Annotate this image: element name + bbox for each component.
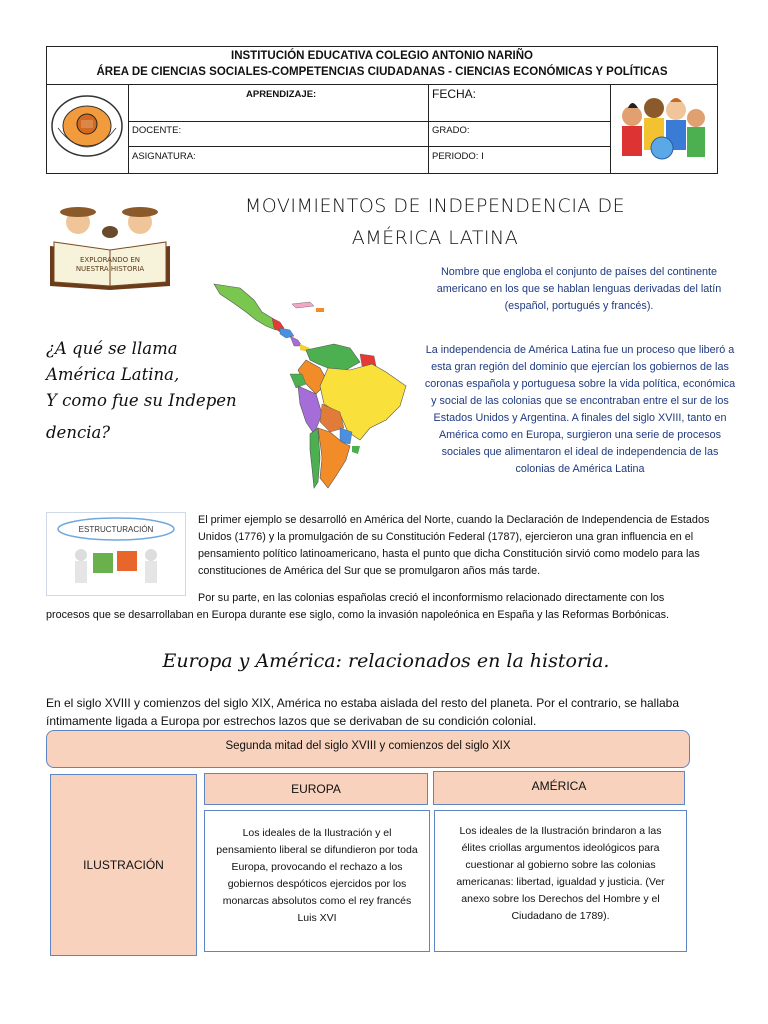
- second-paragraph-line-2: procesos que se desarrollaban en Europa durante ese siglo, como la invasión napoleónica en España y las Reformas Borbónicas.: [46, 609, 669, 621]
- children-illustration: [612, 86, 712, 172]
- periodo-label: PERIODO: I: [432, 151, 484, 162]
- question-line: Y como fue su Indepen: [46, 391, 237, 410]
- row-label-ilustracion: [50, 774, 197, 956]
- header-divider: [128, 146, 610, 147]
- docente-label: DOCENTE:: [132, 125, 182, 136]
- title-line-2: AMÉRICA LATINA: [351, 227, 519, 249]
- page-title: [200, 190, 670, 254]
- definition-paragraph: Nombre que engloba el conjunto de países del continente americano en los que se hablan lenguas derivadas del latín (español, portugués y francés).: [436, 266, 722, 312]
- question-line: ¿A qué se llama: [46, 339, 178, 358]
- estructuracion-label: ESTRUCTURACIÓN: [78, 525, 154, 534]
- header-divider: [128, 121, 610, 122]
- first-example-paragraph: El primer ejemplo se desarrolló en América del Norte, cuando la Declaración de Independencia de Estados Unidos (1776) y la promulgación de su Constitución Federal (1787), ejercieron una gran influencia en el pensamiento político latinoamericano, hasta el punto que dicha Constitución sirvió como modelo para las constituciones de América del Sur que se promulgaron años más tarde.: [198, 514, 710, 577]
- grado-label: GRADO:: [432, 125, 470, 136]
- area-name: ÁREA DE CIENCIAS SOCIALES-COMPETENCIAS CIUDADANAS - CIENCIAS ECONÓMICAS Y POLÍTICAS: [96, 66, 668, 78]
- asignatura-label: ASIGNATURA:: [132, 151, 196, 162]
- second-paragraph: [46, 590, 726, 624]
- header-divider: [610, 84, 611, 174]
- independence-paragraph: La independencia de América Latina fue un proceso que liberó a esta gran región del dominio que ejercían los gobiernos de las coronas española y portuguesa sobre la vida política, económica y social de las colonias que se encontraban entre el sur de los Estados Unidos y Argentina. A finales del siglo XVIII, tanto en América como en Europa, surgieron una serie de procesos sociales que alimentaron el ideal de independencia de las colonias de América Latina: [424, 344, 736, 475]
- book-illustration: [46, 200, 176, 292]
- puzzle-illustration: [47, 513, 185, 595]
- intro-paragraph: En el siglo XVIII y comienzos del siglo XIX, América no estaba aislada del resto del planeta. Por el contrario, se hallaba íntimamente ligada a Europa por estrechos lazos que se derivaban de su condición colonial.: [46, 696, 680, 728]
- title-line-1: MOVIMIENTOS DE INDEPENDENCIA DE: [244, 195, 626, 217]
- header-title: [46, 46, 718, 84]
- guiding-question: [46, 336, 237, 446]
- aprendizaje-label: APRENDIZAJE:: [246, 89, 317, 100]
- question-line: dencia?: [46, 423, 111, 442]
- period-band: Segunda mitad del siglo XVIII y comienzos del siglo XIX: [46, 730, 690, 768]
- header-divider: [428, 84, 429, 174]
- header-divider: [46, 84, 718, 85]
- question-line: América Latina,: [46, 365, 180, 384]
- estructuracion-image: [46, 512, 186, 596]
- america-cell: Los ideales de la Ilustración brindaron a las élites criollas argumentos ideológicos para cuestionar al gobierno sobre las colonias americanas: libertad, igualdad y justicia. (Ver anexo sobre los Derechos del Hombre y el Ciudadano de 1789).: [434, 810, 687, 952]
- header-divider: [128, 84, 129, 174]
- latin-america-map: [210, 282, 416, 490]
- institution-name: INSTITUCIÓN EDUCATIVA COLEGIO ANTONIO NARIÑO: [231, 50, 533, 62]
- column-header-america: AMÉRICA: [433, 771, 685, 805]
- second-paragraph-line-1: Por su parte, en las colonias españolas creció el inconformismo relacionado directamente con los: [198, 592, 665, 604]
- europa-cell: Los ideales de la Ilustración y el pensamiento liberal se difundieron por toda Europa, provocando el rechazo a los gobiernos despóticos ejercidos por los monarcas absolutos como el rey francés Luis XVI: [204, 810, 430, 952]
- fecha-label: FECHA:: [432, 87, 477, 101]
- column-header-europa: EUROPA: [204, 773, 428, 805]
- row-label-text: ILUSTRACIÓN: [83, 858, 164, 872]
- book-label-1: EXPLORANDO EN: [80, 256, 140, 264]
- book-label-2: NUESTRA HISTORIA: [75, 265, 145, 273]
- school-logo: [50, 88, 124, 166]
- section-subtitle: Europa y América: relacionados en la historia.: [162, 650, 610, 672]
